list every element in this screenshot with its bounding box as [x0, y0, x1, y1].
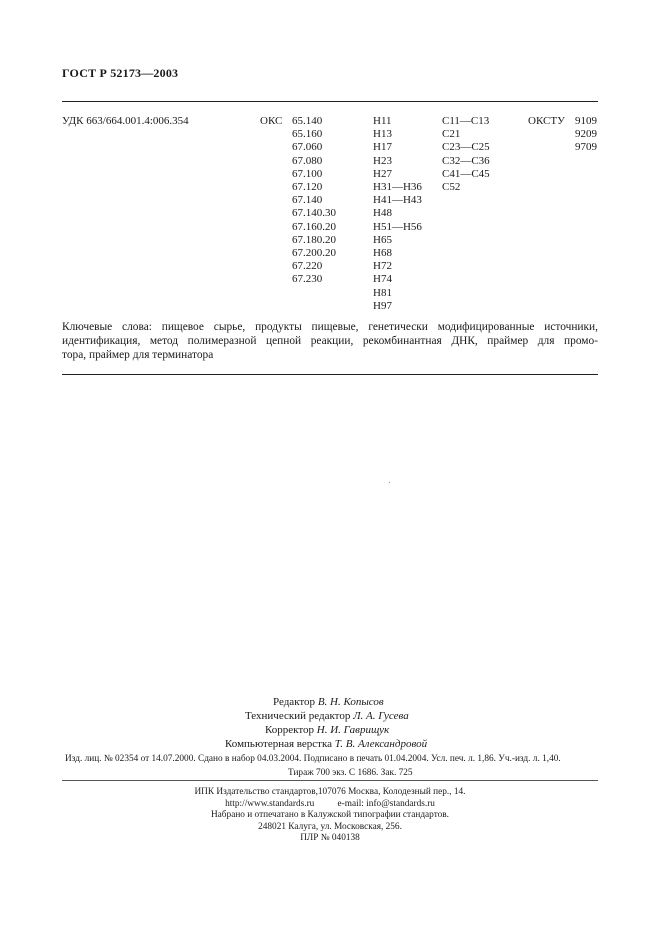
h-code: Н23	[373, 154, 392, 167]
oks-code: 67.060	[292, 141, 323, 154]
publisher-divider	[62, 780, 598, 781]
credit-corrector	[265, 724, 389, 738]
credit-layout-name: Т. В. Александровой	[334, 738, 428, 750]
credit-editor-name: В. Н. Копысов	[317, 696, 384, 708]
c-code: С23—С25	[442, 141, 490, 154]
credit-editor-label: Редактор	[273, 696, 316, 708]
publisher-line: Набрано и отпечатано в Калужской типографии стандартов.	[210, 810, 450, 821]
oks-code: 67.180.20	[292, 233, 336, 246]
c-code: С21	[442, 128, 461, 141]
oks-code: 65.140	[292, 115, 323, 127]
keywords-divider	[62, 374, 598, 375]
h-code: Н51—Н56	[373, 220, 422, 233]
print-speck	[389, 482, 390, 483]
oks-code: 67.100	[292, 167, 323, 180]
credit-corrector-name: Н. И. Гаврищук	[316, 724, 390, 736]
okstu-code-list	[557, 115, 597, 155]
udk-code	[62, 115, 189, 128]
credit-editor	[273, 696, 384, 710]
h-code: Н81	[373, 286, 392, 299]
oks-code-list	[292, 115, 336, 287]
oks-code: 67.160.20	[292, 220, 336, 233]
oks-code: 67.080	[292, 154, 323, 167]
keywords-line: Ключевые слова: пищевое сырье, продукты пищевые, генетически модифицированные источники,	[62, 321, 598, 333]
h-code: Н72	[373, 260, 392, 273]
okstu-label-text: ОКСТУ	[528, 115, 565, 127]
h-code: Н48	[373, 207, 392, 220]
oks-code: 67.230	[292, 273, 323, 286]
credit-layout	[225, 738, 427, 752]
h-code: Н65	[373, 233, 392, 246]
oks-code: 67.140	[292, 194, 323, 207]
keywords-line: идентификация, метод полимеразной цепной реакции, рекомбинантная ДНК, праймер для промо-	[62, 335, 598, 347]
h-code: Н11	[373, 115, 392, 127]
top-divider	[62, 101, 598, 102]
c-code: С41—С45	[442, 167, 490, 180]
c-code: С32—С36	[442, 154, 490, 167]
h-code: Н41—Н43	[373, 194, 422, 207]
oks-code: 67.140.30	[292, 207, 336, 220]
keywords-paragraph	[62, 320, 598, 362]
credit-tech-editor-label: Технический редактор	[245, 710, 351, 722]
h-code: Н31—Н36	[373, 181, 422, 194]
h-code: Н13	[373, 128, 392, 141]
oks-label-text: ОКС	[260, 115, 283, 127]
print-info-line: Изд. лиц. № 02354 от 14.07.2000. Сдано в набор 04.03.2004. Подписано в печать 01.04.2004. Усл. печ. л. 1,86. Уч.-изд. л. 1,40.	[65, 754, 561, 764]
credit-tech-editor	[245, 710, 409, 724]
h-code: Н17	[373, 141, 392, 154]
oks-code: 67.200.20	[292, 247, 336, 260]
credit-corrector-label: Корректор	[265, 724, 315, 736]
print-info-line: Тираж 700 экз. С 1686. Зак. 725	[288, 768, 413, 778]
publisher-line: ПЛР № 040138	[300, 833, 360, 844]
c-code: С11—С13	[442, 115, 490, 127]
c-code: С52	[442, 181, 461, 194]
credit-tech-editor-name: Л. А. Гусева	[353, 710, 409, 722]
publisher-line: ИПК Издательство стандартов,107076 Москва, Колодезный пер., 14.	[194, 787, 466, 797]
h-code: Н74	[373, 273, 392, 286]
publisher-line: 248021 Калуга, ул. Московская, 256.	[258, 821, 402, 832]
standard-number: ГОСТ Р 52173—2003	[62, 66, 179, 80]
okstu-code: 9209	[575, 128, 597, 141]
h-code: Н97	[373, 299, 392, 312]
h-code: Н27	[373, 167, 392, 180]
oks-label	[260, 115, 282, 128]
publisher-line: http://www.standards.ru e-mail: info@standards.ru	[225, 798, 435, 809]
oks-code: 65.160	[292, 128, 323, 141]
keywords-line: тора, праймер для терминатора	[62, 349, 214, 361]
h-code-list	[373, 115, 422, 313]
publisher-block	[62, 787, 598, 845]
udk-text: УДК 663/664.001.4:006.354	[62, 115, 189, 127]
oks-code: 67.220	[292, 260, 323, 273]
okstu-code: 9109	[575, 115, 597, 127]
c-code-list	[442, 115, 490, 194]
h-code: Н68	[373, 247, 392, 260]
oks-code: 67.120	[292, 181, 323, 194]
credit-layout-label: Компьютерная верстка	[225, 738, 333, 750]
okstu-code: 9709	[575, 141, 597, 154]
